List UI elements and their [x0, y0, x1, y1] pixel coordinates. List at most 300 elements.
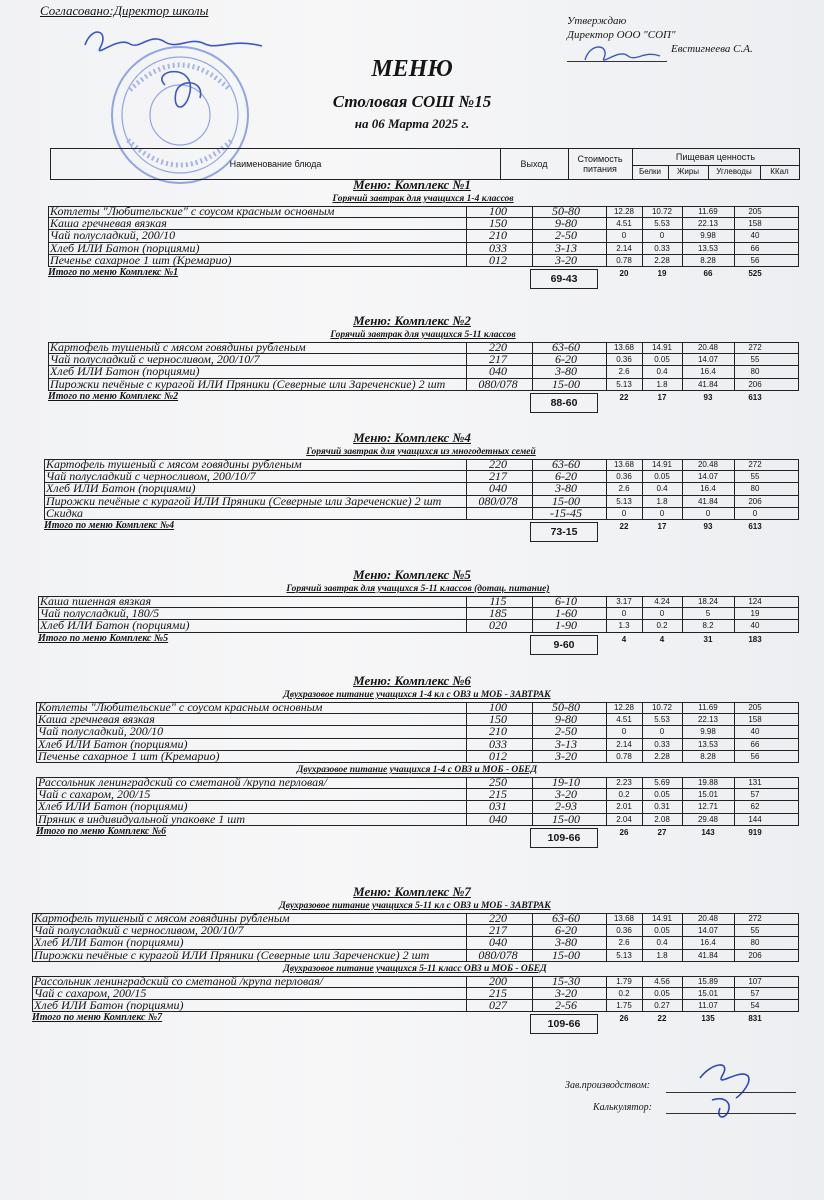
- protein-value: 12.28: [613, 207, 635, 216]
- column-divider: [642, 596, 643, 633]
- column-divider: [682, 342, 683, 391]
- column-divider: [48, 206, 49, 267]
- section-title: Горячий завтрак для учащихся 5-11 классов: [330, 330, 516, 340]
- kcal-value: 205: [748, 207, 762, 216]
- column-divider: [32, 976, 33, 1013]
- section-title: Горячий завтрак для учащихся 1-4 классов: [332, 194, 514, 204]
- dish-name: Хлеб ИЛИ Батон (порциями): [38, 736, 188, 751]
- dish-name: Печенье сахарное 1 шт (Кремарио): [50, 252, 232, 267]
- protein-value: 0: [621, 231, 627, 241]
- fat-value: 2.28: [654, 255, 670, 265]
- total-label: Итого по меню Комплекс №6: [36, 825, 167, 837]
- dish-output: 033: [489, 240, 507, 255]
- dish-price: 15-00: [552, 811, 580, 826]
- kcal-value: 55: [750, 472, 760, 482]
- dish-price: 15-00: [552, 376, 580, 391]
- protein-value: 0: [621, 727, 627, 737]
- column-divider: [606, 459, 607, 520]
- dish-price: 1-60: [555, 606, 577, 621]
- dish-output: 217: [489, 352, 507, 367]
- col-nutrition: Пищевая ценность: [675, 152, 756, 162]
- kcal-value: 56: [750, 751, 760, 761]
- approved-right: [567, 14, 676, 42]
- total-label: Итого по меню Комплекс №1: [48, 267, 179, 278]
- column-divider: [734, 596, 735, 633]
- col-protein: Белки: [638, 167, 662, 176]
- kcal-value: 40: [750, 727, 760, 737]
- column-divider: [642, 976, 643, 1013]
- column-divider: [466, 596, 467, 633]
- column-divider: [606, 913, 607, 962]
- fat-value: 0.05: [654, 926, 670, 936]
- table-row: [36, 811, 798, 826]
- column-divider: [466, 206, 467, 267]
- dish-price: 6-20: [555, 923, 577, 938]
- column-divider: [532, 596, 533, 633]
- carbs-total: 66: [703, 269, 713, 278]
- total-price: 73-15: [530, 522, 598, 542]
- table-row: [44, 505, 798, 520]
- section-title: Горячий завтрак для учащихся из многодетных семей: [306, 447, 536, 457]
- protein-value: 5.13: [616, 379, 632, 389]
- carbs-value: 15.01: [697, 790, 719, 800]
- dish-output: 217: [489, 923, 507, 938]
- carbs-value: 9.98: [700, 727, 716, 737]
- dish-output: 040: [489, 364, 507, 379]
- dish-name: Чай полусладкий, 180/5: [40, 606, 160, 621]
- carbs-value: 8.2: [702, 621, 714, 631]
- carbs-value: 20.48: [697, 460, 719, 469]
- carbs-value: 8.28: [700, 255, 716, 265]
- protein-value: 13.68: [613, 460, 635, 469]
- column-divider: [642, 459, 643, 520]
- column-divider: [682, 206, 683, 267]
- fat-total: 4: [659, 634, 665, 644]
- dish-output: 215: [489, 787, 507, 802]
- fat-value: 0.2: [656, 621, 668, 631]
- dish-name: Картофель тушеный с мясом говядины рубленым: [46, 457, 302, 471]
- kcal-value: 158: [748, 715, 762, 725]
- approve-word: Утверждаю: [567, 15, 627, 27]
- column-divider: [466, 913, 467, 962]
- carbs-value: 41.84: [697, 496, 719, 506]
- protein-value: 0.36: [616, 355, 632, 365]
- carbs-total: 31: [703, 634, 713, 644]
- complex-title: Меню: Комплекс №4: [353, 430, 471, 445]
- dish-price: 2-50: [555, 228, 577, 243]
- dish-output: 040: [489, 811, 507, 826]
- signature-production: [700, 1065, 749, 1117]
- dish-name: Хлеб ИЛИ Батон (порциями): [50, 240, 200, 255]
- fat-value: 1.8: [656, 496, 668, 506]
- column-divider: [734, 342, 735, 391]
- kcal-value: 40: [750, 621, 760, 631]
- column-divider: [798, 702, 799, 763]
- protein-value: 0.2: [618, 790, 630, 800]
- column-divider: [682, 702, 683, 763]
- protein-value: 0.78: [616, 255, 632, 265]
- dish-name: Картофель тушеный с мясом говядины рубленым: [34, 911, 290, 925]
- dish-price: 3-13: [555, 736, 577, 751]
- dish-price: 63-60: [552, 457, 580, 471]
- kcal-value: 62: [750, 802, 760, 812]
- protein-total: 22: [619, 392, 629, 402]
- carbs-value: 41.84: [697, 379, 719, 389]
- dish-output: 080/078: [478, 493, 518, 508]
- fat-value: 0.4: [656, 484, 668, 494]
- dish-output: 100: [489, 700, 507, 714]
- dish-name: Пряник в индивидуальной упаковке 1 шт: [38, 811, 246, 826]
- calculator-label: Калькулятор:: [593, 1102, 652, 1113]
- carbs-total: 135: [701, 1014, 715, 1024]
- protein-total: 20: [619, 269, 629, 278]
- dish-price: 9-80: [555, 216, 577, 231]
- dish-price: 3-80: [555, 364, 577, 379]
- fat-value: 0.31: [654, 802, 670, 812]
- protein-total: 26: [619, 827, 629, 837]
- protein-value: 2.6: [618, 484, 630, 494]
- total-price: 9-60: [530, 635, 598, 655]
- kcal-value: 131: [748, 778, 762, 787]
- column-divider: [798, 596, 799, 633]
- menu-date: на 06 Марта 2025 г.: [354, 116, 470, 131]
- column-divider: [734, 913, 735, 962]
- table-row: [48, 252, 798, 267]
- dish-name: Чай полусладкий с черносливом, 200/10/7: [46, 469, 256, 484]
- carbs-value: 14.07: [697, 926, 719, 936]
- kcal-value: 80: [750, 484, 760, 494]
- kcal-value: 66: [750, 739, 760, 749]
- dish-price: 63-60: [552, 340, 580, 354]
- dish-name: Чай полусладкий, 200/10: [38, 724, 164, 739]
- carbs-value: 13.53: [697, 739, 719, 749]
- total-price: 88-60: [530, 393, 598, 413]
- fat-value: 10.72: [651, 703, 673, 712]
- protein-value: 2.04: [616, 814, 632, 824]
- complex-title: Меню: Комплекс №2: [353, 313, 471, 328]
- fat-value: 2.28: [654, 751, 670, 761]
- kcal-total: 613: [748, 522, 762, 531]
- dish-price: 9-80: [555, 712, 577, 727]
- nutrition-divider: [632, 165, 799, 166]
- total-label: Итого по меню Комплекс №4: [44, 520, 175, 531]
- fat-value: 0.05: [654, 790, 670, 800]
- column-divider: [606, 206, 607, 267]
- kcal-total: 919: [748, 827, 762, 837]
- dish-name: Чай с сахаром, 200/15: [38, 787, 151, 802]
- dish-name: Хлеб ИЛИ Батон (порциями): [34, 935, 184, 950]
- carbs-value: 20.48: [697, 343, 719, 352]
- col-fat: Жиры: [676, 167, 700, 176]
- dish-name: Рассольник ленинградский со сметаной /крупа перловая/: [38, 775, 327, 789]
- carbs-value: 11.69: [698, 703, 718, 712]
- total-label: Итого по меню Комплекс №2: [48, 390, 179, 402]
- protein-value: 0.2: [618, 989, 630, 998]
- protein-value: 2.6: [618, 938, 630, 948]
- dish-price: -15-45: [550, 505, 582, 520]
- kcal-total: 831: [748, 1014, 762, 1024]
- protein-value: 2.01: [616, 802, 632, 812]
- kcal-value: 54: [750, 1001, 760, 1011]
- table-row: [36, 748, 798, 763]
- kcal-total: 525: [748, 269, 762, 278]
- column-divider: [32, 913, 33, 962]
- fat-value: 0.27: [654, 1001, 670, 1011]
- col-cost: [568, 149, 633, 179]
- section-title: Двухразовое питание учащихся 5-11 кл с ОВЗ и МОБ - ЗАВТРАК: [279, 901, 551, 911]
- dish-name: Скидка: [46, 505, 84, 520]
- fat-value: 0: [659, 609, 665, 619]
- column-divider: [466, 976, 467, 1013]
- section-title: Двухразовое питание учащихся 1-4 с ОВЗ и МОБ - ОБЕД: [296, 765, 538, 775]
- column-divider: [466, 342, 467, 391]
- carbs-value: 13.53: [697, 243, 719, 253]
- dish-price: 15-30: [552, 973, 580, 988]
- fat-total: 27: [657, 827, 667, 837]
- complex-title: Меню: Комплекс №1: [353, 177, 471, 192]
- dish-output: 040: [489, 935, 507, 950]
- fat-value: 0.05: [654, 472, 670, 482]
- protein-value: 1.75: [616, 1001, 632, 1011]
- column-divider: [532, 913, 533, 962]
- complex-title: Меню: Комплекс №7: [353, 884, 471, 899]
- kcal-value: 206: [748, 379, 762, 389]
- kcal-value: 56: [750, 255, 760, 265]
- column-divider: [734, 702, 735, 763]
- column-divider: [466, 777, 467, 826]
- carbs-value: 16.4: [700, 367, 716, 377]
- protein-value: 12.28: [613, 703, 635, 712]
- protein-value: 4.51: [616, 715, 632, 725]
- carbs-total: 93: [703, 522, 713, 531]
- dish-output: 220: [489, 911, 507, 925]
- fat-value: 4.56: [654, 976, 670, 986]
- dish-price: 15-00: [552, 493, 580, 508]
- column-divider: [606, 777, 607, 826]
- protein-value: 0: [621, 508, 627, 518]
- fat-value: 0: [659, 231, 665, 241]
- dish-name: Рассольник ленинградский со сметаной /крупа перловая/: [34, 973, 323, 988]
- column-divider: [606, 976, 607, 1013]
- column-divider: [606, 342, 607, 391]
- dish-output: 217: [489, 469, 507, 484]
- kcal-value: 55: [750, 926, 760, 936]
- dish-price: 19-10: [552, 775, 580, 789]
- carbs-value: 8.28: [700, 751, 716, 761]
- table-row: [38, 620, 798, 632]
- dish-price: 50-80: [552, 204, 580, 218]
- dish-name: Каша пшенная вязкая: [40, 594, 152, 608]
- column-divider: [682, 976, 683, 1013]
- carbs-value: 14.07: [697, 472, 719, 482]
- carbs-value: 5: [705, 609, 711, 619]
- protein-value: 4.51: [616, 219, 632, 229]
- column-divider: [48, 342, 49, 391]
- column-divider: [734, 459, 735, 520]
- column-divider: [532, 702, 533, 763]
- kcal-value: 272: [748, 914, 762, 923]
- column-divider: [734, 976, 735, 1013]
- dish-name: Пирожки печёные с курагой ИЛИ Пряники (Северные или Зареченские) 2 шт: [46, 493, 442, 508]
- carbs-value: 12.71: [697, 802, 719, 812]
- fat-value: 0: [659, 727, 665, 737]
- dish-price: 2-56: [555, 998, 577, 1013]
- column-divider: [734, 206, 735, 267]
- fat-value: 10.72: [651, 207, 673, 216]
- dish-output: 220: [489, 340, 507, 354]
- column-divider: [798, 342, 799, 391]
- carbs-value: 16.4: [700, 938, 716, 948]
- dish-name: Чай полусладкий с черносливом, 200/10/7: [50, 352, 260, 367]
- fat-value: 5.69: [654, 778, 670, 787]
- column-divider: [682, 777, 683, 826]
- kcal-value: 107: [748, 976, 762, 986]
- fat-value: 14.91: [651, 343, 673, 352]
- dish-output: 080/078: [478, 376, 518, 391]
- carbs-value: 15.01: [697, 989, 719, 998]
- approve-director: Директор ООО "СОП": [567, 29, 676, 41]
- table-row: [32, 973, 798, 988]
- dish-output: 080/078: [478, 947, 518, 962]
- dish-output: 020: [489, 618, 507, 633]
- column-divider: [532, 777, 533, 826]
- dish-price: 2-50: [555, 724, 577, 739]
- column-divider: [798, 777, 799, 826]
- dish-output: 012: [489, 252, 507, 267]
- column-divider: [38, 596, 39, 633]
- fat-value: 0.05: [654, 989, 670, 998]
- kcal-value: 272: [748, 343, 762, 352]
- column-divider: [532, 976, 533, 1013]
- table-row: [32, 1000, 798, 1012]
- kcal-value: 66: [750, 243, 760, 253]
- protein-total: 4: [621, 634, 627, 644]
- column-divider: [44, 459, 45, 520]
- carbs-value: 0: [705, 508, 711, 518]
- fat-value: 1.8: [656, 379, 668, 389]
- column-divider: [642, 777, 643, 826]
- dish-name: Каша гречневая вязкая: [38, 712, 155, 727]
- section-title: Горячий завтрак для учащихся 5-11 классов (дотац. питание): [286, 584, 550, 594]
- fat-value: 0.4: [656, 367, 668, 377]
- dish-price: 2-93: [555, 799, 577, 814]
- fat-value: 2.08: [654, 814, 670, 824]
- kcal-value: 206: [748, 496, 762, 506]
- complex-title: Меню: Комплекс №5: [353, 567, 471, 582]
- dish-name: Котлеты "Любительские" с соусом красным основным: [50, 204, 335, 218]
- protein-total: 26: [619, 1014, 629, 1024]
- column-divider: [532, 206, 533, 267]
- dish-output: 210: [489, 228, 507, 243]
- total-label: Итого по меню Комплекс №7: [32, 1012, 163, 1024]
- column-divider: [798, 206, 799, 267]
- dish-price: 3-20: [555, 787, 577, 802]
- page-title: МЕНЮ: [371, 56, 453, 82]
- section-title: Двухразовое питание учащихся 5-11 класс ОВЗ и МОБ - ОБЕД: [283, 963, 547, 974]
- col-cost-line2: питания: [583, 164, 617, 174]
- fat-value: 0.4: [656, 938, 668, 948]
- col-output: Выход: [500, 149, 569, 179]
- dish-output: 250: [489, 775, 507, 789]
- protein-value: 1.3: [618, 621, 630, 631]
- carbs-value: 11.07: [698, 1001, 718, 1011]
- column-divider: [682, 459, 683, 520]
- kcal-total: 183: [748, 634, 762, 644]
- column-divider: [642, 206, 643, 267]
- protein-value: 2.6: [618, 367, 630, 377]
- dish-name: Хлеб ИЛИ Батон (порциями): [50, 364, 200, 379]
- table-header: [50, 148, 800, 180]
- protein-value: 5.13: [616, 496, 632, 506]
- carbs-value: 16.4: [700, 484, 716, 494]
- col-kcal: ККал: [770, 167, 789, 176]
- column-divider: [606, 702, 607, 763]
- protein-value: 0.36: [616, 472, 632, 482]
- dish-name: Котлеты "Любительские" с соусом красным основным: [38, 700, 323, 714]
- column-divider: [36, 777, 37, 826]
- kcal-value: 124: [748, 597, 762, 606]
- protein-value: 2.14: [616, 739, 632, 749]
- table-row: [32, 947, 798, 962]
- dish-output: 100: [489, 204, 507, 218]
- dish-output: 200: [489, 973, 507, 988]
- kcal-value: 206: [748, 950, 762, 960]
- protein-value: 3.17: [616, 597, 632, 606]
- dish-price: 3-80: [555, 935, 577, 950]
- dish-output: 150: [489, 712, 507, 727]
- dish-price: 6-20: [555, 469, 577, 484]
- kcal-value: 80: [750, 938, 760, 948]
- total-price: 109-66: [530, 828, 598, 848]
- dish-output: 027: [489, 998, 507, 1013]
- dish-output: 185: [489, 606, 507, 621]
- kcal-value: 19: [750, 609, 760, 619]
- approve-name: Евстигнеева С.А.: [671, 43, 753, 55]
- protein-value: 2.14: [616, 243, 632, 253]
- kcal-value: 80: [750, 367, 760, 377]
- dish-name: Чай полусладкий с черносливом, 200/10/7: [34, 923, 244, 938]
- protein-value: 0.36: [616, 926, 632, 936]
- school-name: Столовая СОШ №15: [332, 92, 492, 111]
- dish-price: 50-80: [552, 700, 580, 714]
- fat-value: 0.05: [654, 355, 670, 365]
- dish-price: 1-90: [555, 618, 577, 633]
- section-title: Двухразовое питание учащихся 1-4 кл с ОВЗ и МОБ - ЗАВТРАК: [283, 690, 551, 700]
- total-price: 69-43: [530, 269, 598, 289]
- column-divider: [466, 459, 467, 520]
- fat-value: 4.24: [654, 597, 670, 606]
- kcal-value: 57: [750, 790, 760, 800]
- kcal-value: 55: [750, 355, 760, 365]
- dish-output: 210: [489, 724, 507, 739]
- carbs-total: 93: [703, 392, 713, 402]
- dish-name: Печенье сахарное 1 шт (Кремарио): [38, 748, 220, 763]
- carbs-value: 41.84: [697, 950, 719, 960]
- kcal-value: 57: [750, 989, 760, 998]
- kcal-value: 0: [752, 508, 758, 518]
- table-row: [48, 376, 798, 391]
- kcal-value: 144: [748, 814, 762, 824]
- dish-output: 115: [489, 594, 507, 608]
- complex-title: Меню: Комплекс №6: [353, 673, 471, 688]
- dish-name: Чай с сахаром, 200/15: [34, 986, 147, 1000]
- calculator-signature-line: [666, 1113, 796, 1114]
- dish-price: 3-20: [555, 748, 577, 763]
- dish-price: 3-80: [555, 481, 577, 496]
- dish-name: Пирожки печёные с курагой ИЛИ Пряники (Северные или Зареченские) 2 шт: [34, 947, 430, 962]
- dish-output: 012: [489, 748, 507, 763]
- column-divider: [606, 596, 607, 633]
